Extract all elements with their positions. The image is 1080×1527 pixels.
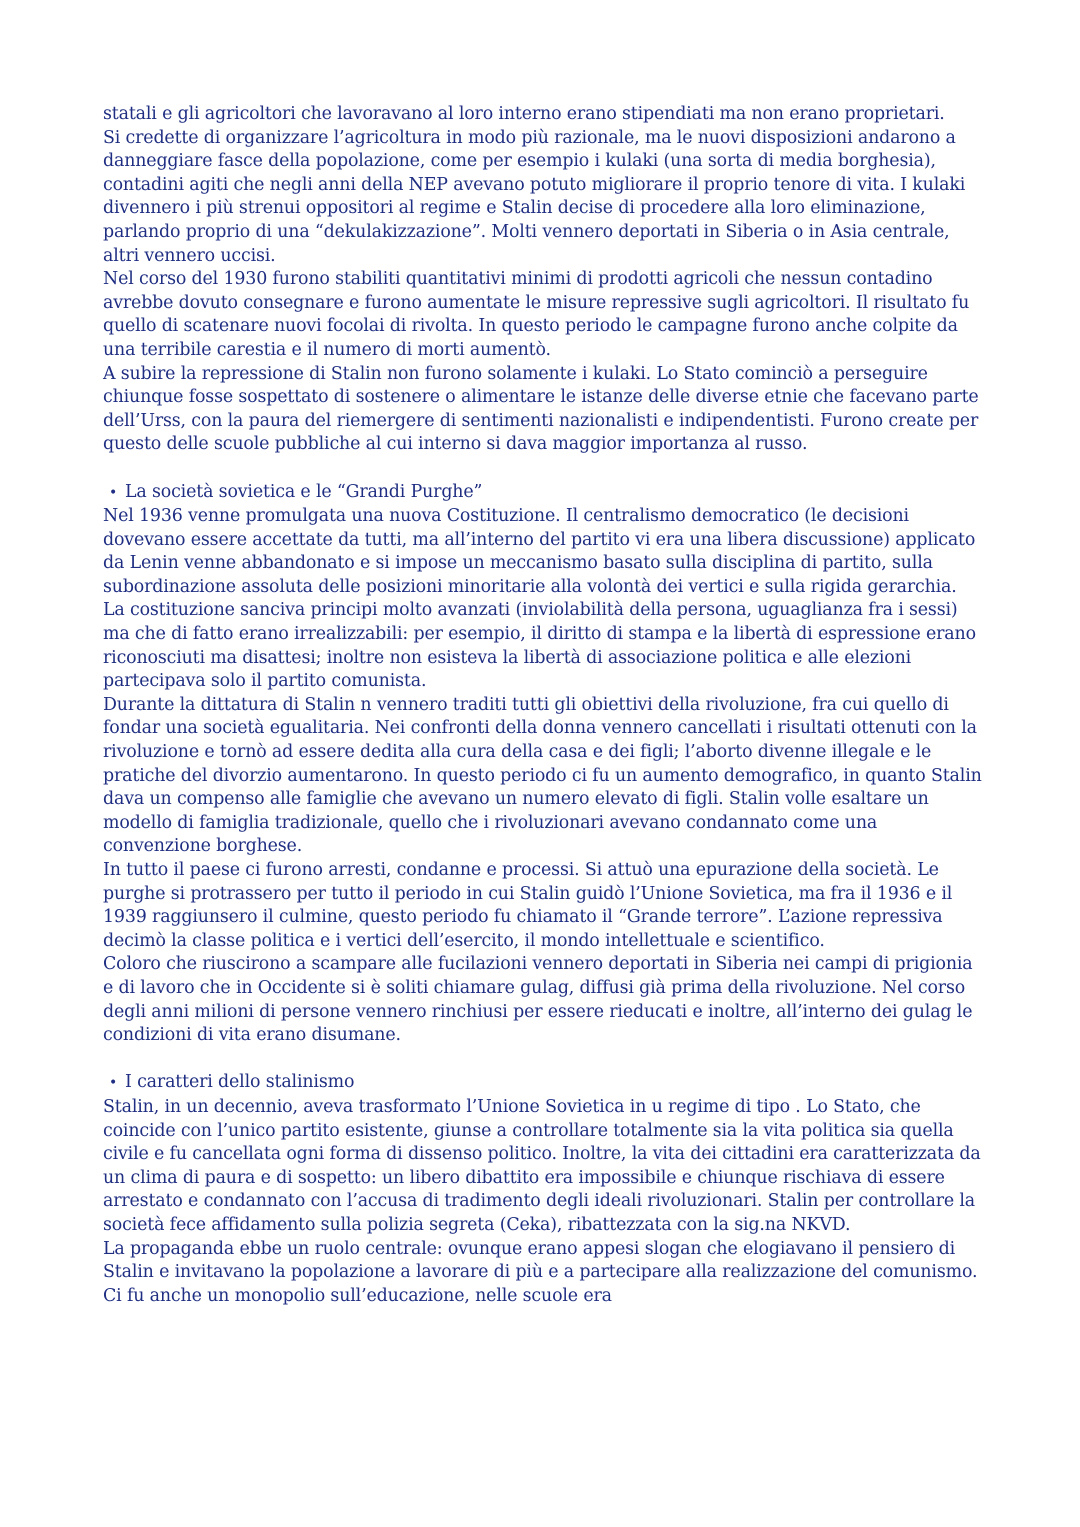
intro-section	[103, 103, 983, 457]
paragraph: In tutto il paese ci furono arresti, condanne e processi. Si attuò una epurazione della società. Le purghe si protrassero per tutto il periodo in cui Stalin guidò l’Unione Sovietica, ma fra il 1936 e il 1939 raggiunsero il culmine, questo periodo fu chiamato il “Grande terrore”. L’azione repressiva decimò la classe politica e i vertici dell’esercito, il mondo intellettuale e scientifico.	[103, 860, 953, 951]
paragraph: Coloro che riuscirono a scampare alle fucilazioni vennero deportati in Siberia nei campi di prigionia e di lavoro che in Occidente si è soliti chiamare gulag, diffusi già prima della rivoluzione. Nel corso degli anni milioni di persone vennero rinchiusi per essere rieducati e inoltre, all’interno dei gulag le condizioni di vita erano disumane.	[103, 954, 973, 1046]
section-heading	[103, 1071, 983, 1096]
section-grandi-purghe	[103, 481, 983, 1048]
section-spacer	[103, 457, 983, 481]
paragraph: A subire la repressione di Stalin non furono solamente i kulaki. Lo Stato cominciò a perseguire chiunque fosse sospettato di sostenere o alimentare le istanze delle diverse etnie che facevano parte dell’Urss, con la paura del riemergere di sentimenti nazionalisti e indipendentisti. Furono create per questo delle scuole pubbliche al cui interno si dava maggior importanza al russo.	[103, 363, 979, 455]
section-heading-text: I caratteri dello stalinismo	[125, 1072, 355, 1093]
paragraph: Stalin, in un decennio, aveva trasformato l’Unione Sovietica in u regime di tipo . Lo Stato, che coincide con l’unico partito esistente, giunse a controllare totalmente sia la vita politica sia quella civile e fu cancellata ogni forma di dissenso politico. Inoltre, la vita dei cittadini era caratterizzata da un clima di paura e di sospetto: un libero dibattito era impossibile e chiunque rischiava di essere arrestato e condannato con l’accusa di tradimento degli ideali rivoluzionari. Stalin per controllare la società fece affidamento sulla polizia segreta (Ceka), ribattezzata con la sig.na NKVD.	[103, 1096, 981, 1235]
bullet-icon: •	[109, 1075, 118, 1092]
paragraph: Durante la dittatura di Stalin n vennero traditi tutti gli obiettivi della rivoluzione, fra cui quello di fondar una società egualitaria. Nei confronti della donna vennero cancellati i risultati ottenuti con la rivoluzione e tornò ad essere dedita alla cura della casa e dei figli; l’aborto divenne illegale e le pratiche del divorzio aumentarono. In questo periodo ci fu un aumento demografico, in quanto Stalin dava un compenso alle famiglie che avevano un numero elevato di figli. Stalin volle esaltare un modello di famiglia tradizionale, quello che i rivoluzionari avevano condannato come una convenzione borghese.	[103, 694, 982, 857]
section-spacer	[103, 1048, 983, 1072]
document-page	[103, 103, 983, 1308]
section-heading	[103, 481, 983, 506]
paragraph: statali e gli agricoltori che lavoravano al loro interno erano stipendiati ma non erano proprietari.	[103, 104, 945, 124]
section-stalinismo	[103, 1071, 983, 1308]
paragraph: Nel corso del 1930 furono stabiliti quantitativi minimi di prodotti agricoli che nessun contadino avrebbe dovuto consegnare e furono aumentate le misure repressive sugli agricoltori. Il risultato fu quello di scatenare nuovi focolai di rivolta. In questo periodo le campagne furono anche colpite da una terribile carestia e il numero di morti aumentò.	[103, 269, 970, 360]
section-heading-text: La società sovietica e le “Grandi Purghe”	[125, 481, 483, 502]
paragraph: Si credette di organizzare l’agricoltura in modo più razionale, ma le nuovi disposizioni andarono a danneggiare fasce della popolazione, come per esempio i kulaki (una sorta di media borghesia), contadini agiti che negli anni della NEP avevano potuto migliorare il proprio tenore di vita. I kulaki divennero i più strenui oppositori al regime e Stalin decise di procedere alla loro eliminazione, parlando proprio di una “dekulakizzazione”. Molti vennero deportati in Siberia o in Asia centrale, altri vennero uccisi.	[103, 127, 966, 266]
paragraph: La propaganda ebbe un ruolo centrale: ovunque erano appesi slogan che elogiavano il pensiero di Stalin e invitavano la popolazione a lavorare di più e a partecipare alla realizzazione del comunismo. Ci fu anche un monopolio sull’educazione, nelle scuole era	[103, 1238, 978, 1306]
paragraph: Nel 1936 venne promulgata una nuova Costituzione. Il centralismo democratico (le decisioni dovevano essere accettate da tutti, ma all’interno del partito vi era una libera discussione) applicato da Lenin venne abbandonato e si impose un meccanismo basato sulla disciplina di partito, sulla subordinazione assoluta delle posizioni minoritarie alla volontà dei vertici e sulla rigida gerarchia. La costituzione sanciva principi molto avanzati (inviolabilità della persona, uguaglianza fra i sessi) ma che di fatto erano irrealizzabili: per esempio, il diritto di stampa e la libertà di espressione erano riconosciuti ma disattesi; inoltre non esisteva la libertà di associazione politica e alle elezioni partecipava solo il partito comunista.	[103, 506, 976, 692]
bullet-icon: •	[109, 484, 118, 501]
